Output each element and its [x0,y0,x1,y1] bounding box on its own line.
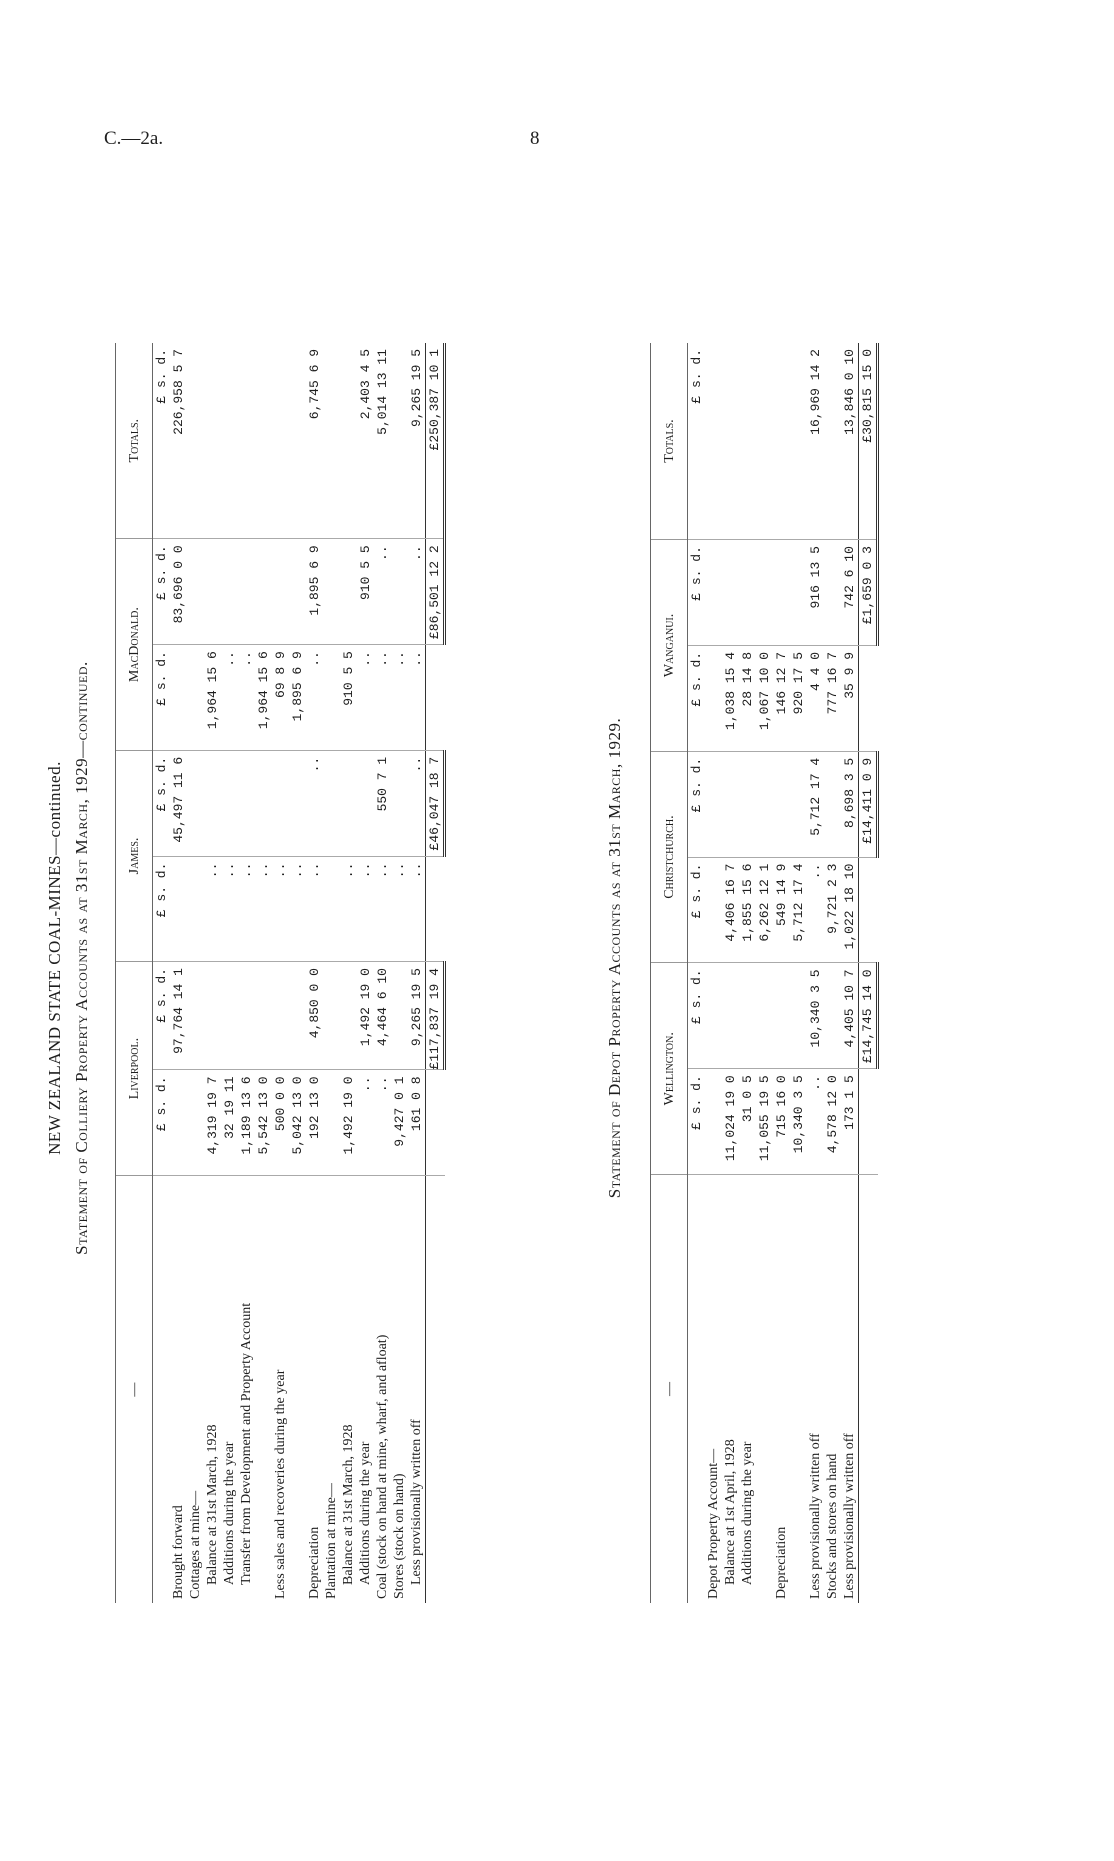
colliery-row [426,343,445,1603]
colliery-row-label [255,1176,272,1603]
depot-row [807,343,824,1603]
colliery-cell: £ s. d. [153,343,171,539]
depot-cell: 777 16 7 [824,645,841,751]
colliery-cell: 500 0 0 [272,1070,289,1176]
depot-cell: 10,340 3 5 [790,1069,807,1175]
colliery-cell: 1,189 13 6 [238,1070,255,1176]
depot-table-head [651,343,688,1603]
colliery-header-5: MacDonald. [116,539,153,750]
colliery-cell [187,645,204,751]
colliery-row [255,343,272,1603]
depot-cell [705,857,722,963]
depot-row [705,343,722,1603]
colliery-row-label: Less provisionally written off [409,1419,424,1585]
colliery-row-label: Balance at 31st March, 1928 [205,1424,220,1585]
colliery-cell: 9,265 19 5 [408,343,426,539]
depot-cell [790,540,807,646]
colliery-cell [391,962,408,1070]
depot-cell [722,963,739,1069]
colliery-cell: 45,497 11 6 [170,750,187,856]
depot-cell [722,540,739,646]
colliery-row-label: Cottages at mine— [188,1490,203,1599]
depot-row [824,343,841,1603]
depot-row-label: Additions during the year [740,1441,755,1585]
colliery-cell: .. [357,1070,374,1176]
depot-header-7: Totals. [651,343,688,540]
depot-row [773,343,790,1603]
depot-cell [739,963,756,1069]
depot-header-1: Wellington. [651,963,688,1175]
colliery-cell: 4,464 6 10 [374,962,391,1070]
colliery-header-7: Totals. [116,343,153,539]
colliery-row-label: Transfer from Development and Property Account [239,1302,254,1585]
colliery-cell [221,962,238,1070]
colliery-cell: 4,850 0 0 [306,962,323,1070]
colliery-cell [426,1070,445,1176]
colliery-row [357,343,374,1603]
colliery-cell: .. [408,539,426,645]
colliery-row [272,343,289,1603]
colliery-cell: £46,047 18 7 [426,750,445,856]
depot-cell: 1,067 10 0 [756,645,773,751]
colliery-table-body [153,343,445,1603]
depot-cell: 13,846 0 10 [841,343,859,540]
colliery-cell [255,962,272,1070]
colliery-cell: £ s. d. [153,750,171,856]
depot-row [739,343,756,1603]
colliery-cell: 32 19 11 [221,1070,238,1176]
colliery-cell: 1,492 19 0 [340,1070,357,1176]
depot-cell: 920 17 5 [790,645,807,751]
colliery-cell: .. [374,1070,391,1176]
depot-table-body [688,343,878,1603]
colliery-cell: 5,014 13 11 [374,343,391,539]
depot-cell [824,343,841,540]
depot-cell: 1,038 15 4 [722,645,739,751]
colliery-cell [255,539,272,645]
colliery-cell [238,343,255,539]
colliery-cell: 1,895 6 9 [306,539,323,645]
colliery-cell [426,856,445,961]
colliery-cell: 550 7 1 [374,750,391,856]
colliery-cell: .. [374,539,391,645]
colliery-cell: 9,427 0 1 [391,1070,408,1176]
colliery-cell: .. [357,645,374,751]
depot-cell: .. [807,1069,824,1175]
depot-cell [859,645,878,751]
colliery-row [238,343,255,1603]
depot-cell: £14,411 0 9 [859,751,878,857]
depot-cell: 31 0 5 [739,1069,756,1175]
colliery-cell [187,962,204,1070]
depot-cell: 549 14 9 [773,857,790,963]
colliery-cell: .. [306,856,323,961]
depot-cell [790,751,807,857]
colliery-cell [340,750,357,856]
depot-cell [756,540,773,646]
colliery-cell [187,343,204,539]
colliery-cell: 226,958 5 7 [170,343,187,539]
colliery-cell [255,750,272,856]
colliery-header-1: Liverpool. [116,962,153,1176]
colliery-cell: 4,319 19 7 [204,1070,221,1176]
depot-cell: £ s. d. [688,751,706,857]
depot-cell: 11,024 19 0 [722,1069,739,1175]
depot-cell: 1,855 15 6 [739,857,756,963]
depot-row [756,343,773,1603]
depot-cell [859,1069,878,1175]
depot-cell: 4,578 12 0 [824,1069,841,1175]
colliery-cell: .. [221,645,238,751]
colliery-cell: .. [408,750,426,856]
colliery-row-label: Stores (stock on hand) [392,1473,407,1599]
depot-cell: £1,659 0 3 [859,540,878,646]
colliery-row [289,343,306,1603]
depot-cell [824,963,841,1069]
colliery-cell [170,1070,187,1176]
colliery-cell [272,962,289,1070]
colliery-cell: .. [238,856,255,961]
depot-row-label [859,1175,878,1603]
colliery-cell [323,962,340,1070]
depot-cell: 1,022 18 10 [841,857,859,963]
colliery-cell: .. [306,645,323,751]
depot-row-label [688,1175,706,1603]
colliery-cell: 6,745 6 9 [306,343,323,539]
colliery-cell [340,343,357,539]
depot-cell: £ s. d. [688,343,706,540]
colliery-cell [221,750,238,856]
colliery-row [170,343,187,1603]
depot-cell: 146 12 7 [773,645,790,751]
colliery-cell: .. [357,856,374,961]
colliery-cell [323,750,340,856]
colliery-row [306,343,323,1603]
colliery-cell [204,343,221,539]
colliery-cell [272,539,289,645]
colliery-cell: 1,964 15 6 [204,645,221,751]
depot-cell [756,963,773,1069]
depot-row-label: Depreciation [774,1526,789,1599]
colliery-row [391,343,408,1603]
depot-cell [773,963,790,1069]
depot-cell [705,963,722,1069]
colliery-cell: 161 0 8 [408,1070,426,1176]
colliery-cell: 83,696 0 0 [170,539,187,645]
colliery-table-head [116,343,153,1603]
colliery-cell [323,343,340,539]
depot-cell: 28 14 8 [739,645,756,751]
colliery-cell: 69 8 9 [272,645,289,751]
colliery-cell [391,539,408,645]
colliery-row-label: Plantation at mine— [324,1483,339,1599]
colliery-cell: .. [374,645,391,751]
depot-cell [705,1069,722,1175]
depot-cell [859,857,878,963]
colliery-cell [238,750,255,856]
colliery-cell: 1,964 15 6 [255,645,272,751]
depot-cell: 6,262 12 1 [756,857,773,963]
depot-cell [773,343,790,540]
depot-statement-title: Statement of Depot Property Accounts as at 31st March, 1929. [605,717,624,1199]
colliery-cell [187,856,204,961]
colliery-row-label [289,1176,306,1603]
depot-cell: 715 16 0 [773,1069,790,1175]
colliery-cell: .. [289,856,306,961]
depot-cell: 11,055 19 5 [756,1069,773,1175]
depot-cell: £30,815 15 0 [859,343,878,540]
depot-cell [756,751,773,857]
colliery-row-label: Additions during the year [358,1441,373,1585]
colliery-property-table [115,343,446,1603]
depot-row-label [790,1175,807,1603]
colliery-row [323,343,340,1603]
depot-property-table [650,343,879,1603]
colliery-cell: £ s. d. [153,645,171,751]
colliery-row-label: Less sales and recoveries during the year [273,1369,288,1599]
depot-cell: 5,712 17 4 [807,751,824,857]
depot-cell [739,540,756,646]
page-number: 8 [530,128,540,149]
rotated-content [0,188,1080,1728]
colliery-cell: £ s. d. [153,539,171,645]
depot-cell: 4 4 0 [807,645,824,751]
colliery-cell [187,539,204,645]
depot-cell: 742 6 10 [841,540,859,646]
colliery-cell: £ s. d. [153,856,171,961]
colliery-row [204,343,221,1603]
colliery-cell: .. [255,856,272,961]
colliery-cell: 1,492 19 0 [357,962,374,1070]
colliery-cell [340,962,357,1070]
colliery-cell: 97,764 14 1 [170,962,187,1070]
colliery-cell [323,539,340,645]
colliery-row-label [426,1176,445,1603]
depot-cell [705,343,722,540]
depot-cell [790,963,807,1069]
colliery-cell [323,1070,340,1176]
colliery-cell: .. [391,856,408,961]
colliery-row-label: Brought forward [171,1505,186,1599]
depot-row-label: Stocks and stores on hand [825,1453,840,1599]
depot-row [688,343,706,1603]
depot-cell: .. [807,857,824,963]
colliery-cell [323,645,340,751]
colliery-cell: .. [221,856,238,961]
colliery-header-0: — [116,1176,153,1603]
colliery-cell [204,539,221,645]
colliery-cell: .. [408,856,426,961]
depot-header-3: Christchurch. [651,751,688,963]
colliery-cell [340,539,357,645]
colliery-cell: £ s. d. [153,962,171,1070]
colliery-cell [221,343,238,539]
colliery-cell [289,539,306,645]
colliery-cell: 910 5 5 [340,645,357,751]
depot-cell [705,751,722,857]
colliery-row [221,343,238,1603]
depot-cell: 35 9 9 [841,645,859,751]
depot-cell [739,343,756,540]
depot-header-5: Wanganui. [651,540,688,752]
depot-cell: 4,405 10 7 [841,963,859,1069]
colliery-row-label: Depreciation [307,1526,322,1599]
colliery-cell [221,539,238,645]
depot-cell [722,343,739,540]
colliery-cell [391,750,408,856]
colliery-cell: £ s. d. [153,1070,171,1176]
colliery-cell [204,962,221,1070]
depot-cell: 10,340 3 5 [807,963,824,1069]
colliery-row [153,343,171,1603]
colliery-cell: .. [340,856,357,961]
depot-cell: 5,712 17 4 [790,857,807,963]
depot-cell: 173 1 5 [841,1069,859,1175]
colliery-statement-title: Statement of Colliery Property Accounts as at 31st March, 1929—continued. [72,661,91,1255]
depot-cell [824,540,841,646]
depot-row [841,343,859,1603]
depot-cell: £ s. d. [688,540,706,646]
colliery-cell: 9,265 19 5 [408,962,426,1070]
depot-row-label: Less provisionally written off [808,1433,823,1599]
colliery-header-3: James. [116,750,153,961]
depot-row [722,343,739,1603]
colliery-row-label: Additions during the year [222,1441,237,1585]
colliery-cell: 5,042 13 0 [289,1070,306,1176]
colliery-cell [255,343,272,539]
colliery-row [340,343,357,1603]
colliery-cell [272,343,289,539]
colliery-cell [170,856,187,961]
colliery-cell [357,750,374,856]
colliery-row [408,343,426,1603]
colliery-cell [238,962,255,1070]
colliery-cell [204,750,221,856]
depot-cell: £ s. d. [688,1069,706,1175]
colliery-cell: 192 13 0 [306,1070,323,1176]
colliery-cell [187,750,204,856]
colliery-cell: .. [391,645,408,751]
depot-cell: 916 13 5 [807,540,824,646]
colliery-cell: 2,403 4 5 [357,343,374,539]
colliery-row-label: Coal (stock on hand at mine, wharf, and afloat) [375,1334,390,1599]
main-title: NEW ZEALAND STATE COAL-MINES—continued. [45,761,64,1155]
depot-cell: 16,969 14 2 [807,343,824,540]
depot-cell [756,343,773,540]
colliery-cell [323,856,340,961]
depot-cell [722,751,739,857]
colliery-row-label [153,1176,171,1603]
depot-row-label: Less provisionally written off [842,1433,857,1599]
colliery-cell [426,645,445,751]
depot-row [859,343,878,1603]
depot-cell [739,751,756,857]
colliery-cell: £117,837 19 4 [426,962,445,1070]
colliery-cell [187,1070,204,1176]
colliery-cell [272,750,289,856]
colliery-cell [289,750,306,856]
colliery-cell: £250,387 10 1 [426,343,445,539]
depot-cell [773,751,790,857]
depot-row-label: Depot Property Account— [706,1448,721,1599]
depot-cell: 8,698 3 5 [841,751,859,857]
colliery-cell: .. [408,645,426,751]
colliery-row [187,343,204,1603]
colliery-cell: 910 5 5 [357,539,374,645]
colliery-cell [289,343,306,539]
depot-cell [773,540,790,646]
colliery-cell [289,962,306,1070]
colliery-cell [238,539,255,645]
depot-cell [705,540,722,646]
depot-row-label [756,1175,773,1603]
colliery-cell: .. [374,856,391,961]
colliery-cell: £86,501 12 2 [426,539,445,645]
colliery-cell: .. [272,856,289,961]
page-code: C.—2a. [104,128,164,149]
depot-cell [790,343,807,540]
depot-row [790,343,807,1603]
colliery-cell: 1,895 6 9 [289,645,306,751]
colliery-cell [391,343,408,539]
colliery-row [374,343,391,1603]
colliery-cell: .. [238,645,255,751]
depot-cell: £ s. d. [688,857,706,963]
colliery-cell [170,645,187,751]
depot-row-label: Balance at 1st April, 1928 [723,1439,738,1585]
colliery-cell: .. [306,750,323,856]
colliery-cell: .. [204,856,221,961]
depot-cell [705,645,722,751]
depot-cell: 4,406 16 7 [722,857,739,963]
depot-cell: 9,721 2 3 [824,857,841,963]
depot-cell: £ s. d. [688,645,706,751]
depot-cell: £14,745 14 0 [859,963,878,1069]
depot-header-0: — [651,1175,688,1603]
depot-cell: £ s. d. [688,963,706,1069]
depot-cell [824,751,841,857]
colliery-row-label: Balance at 31st March, 1928 [341,1424,356,1585]
colliery-cell: 5,542 13 0 [255,1070,272,1176]
